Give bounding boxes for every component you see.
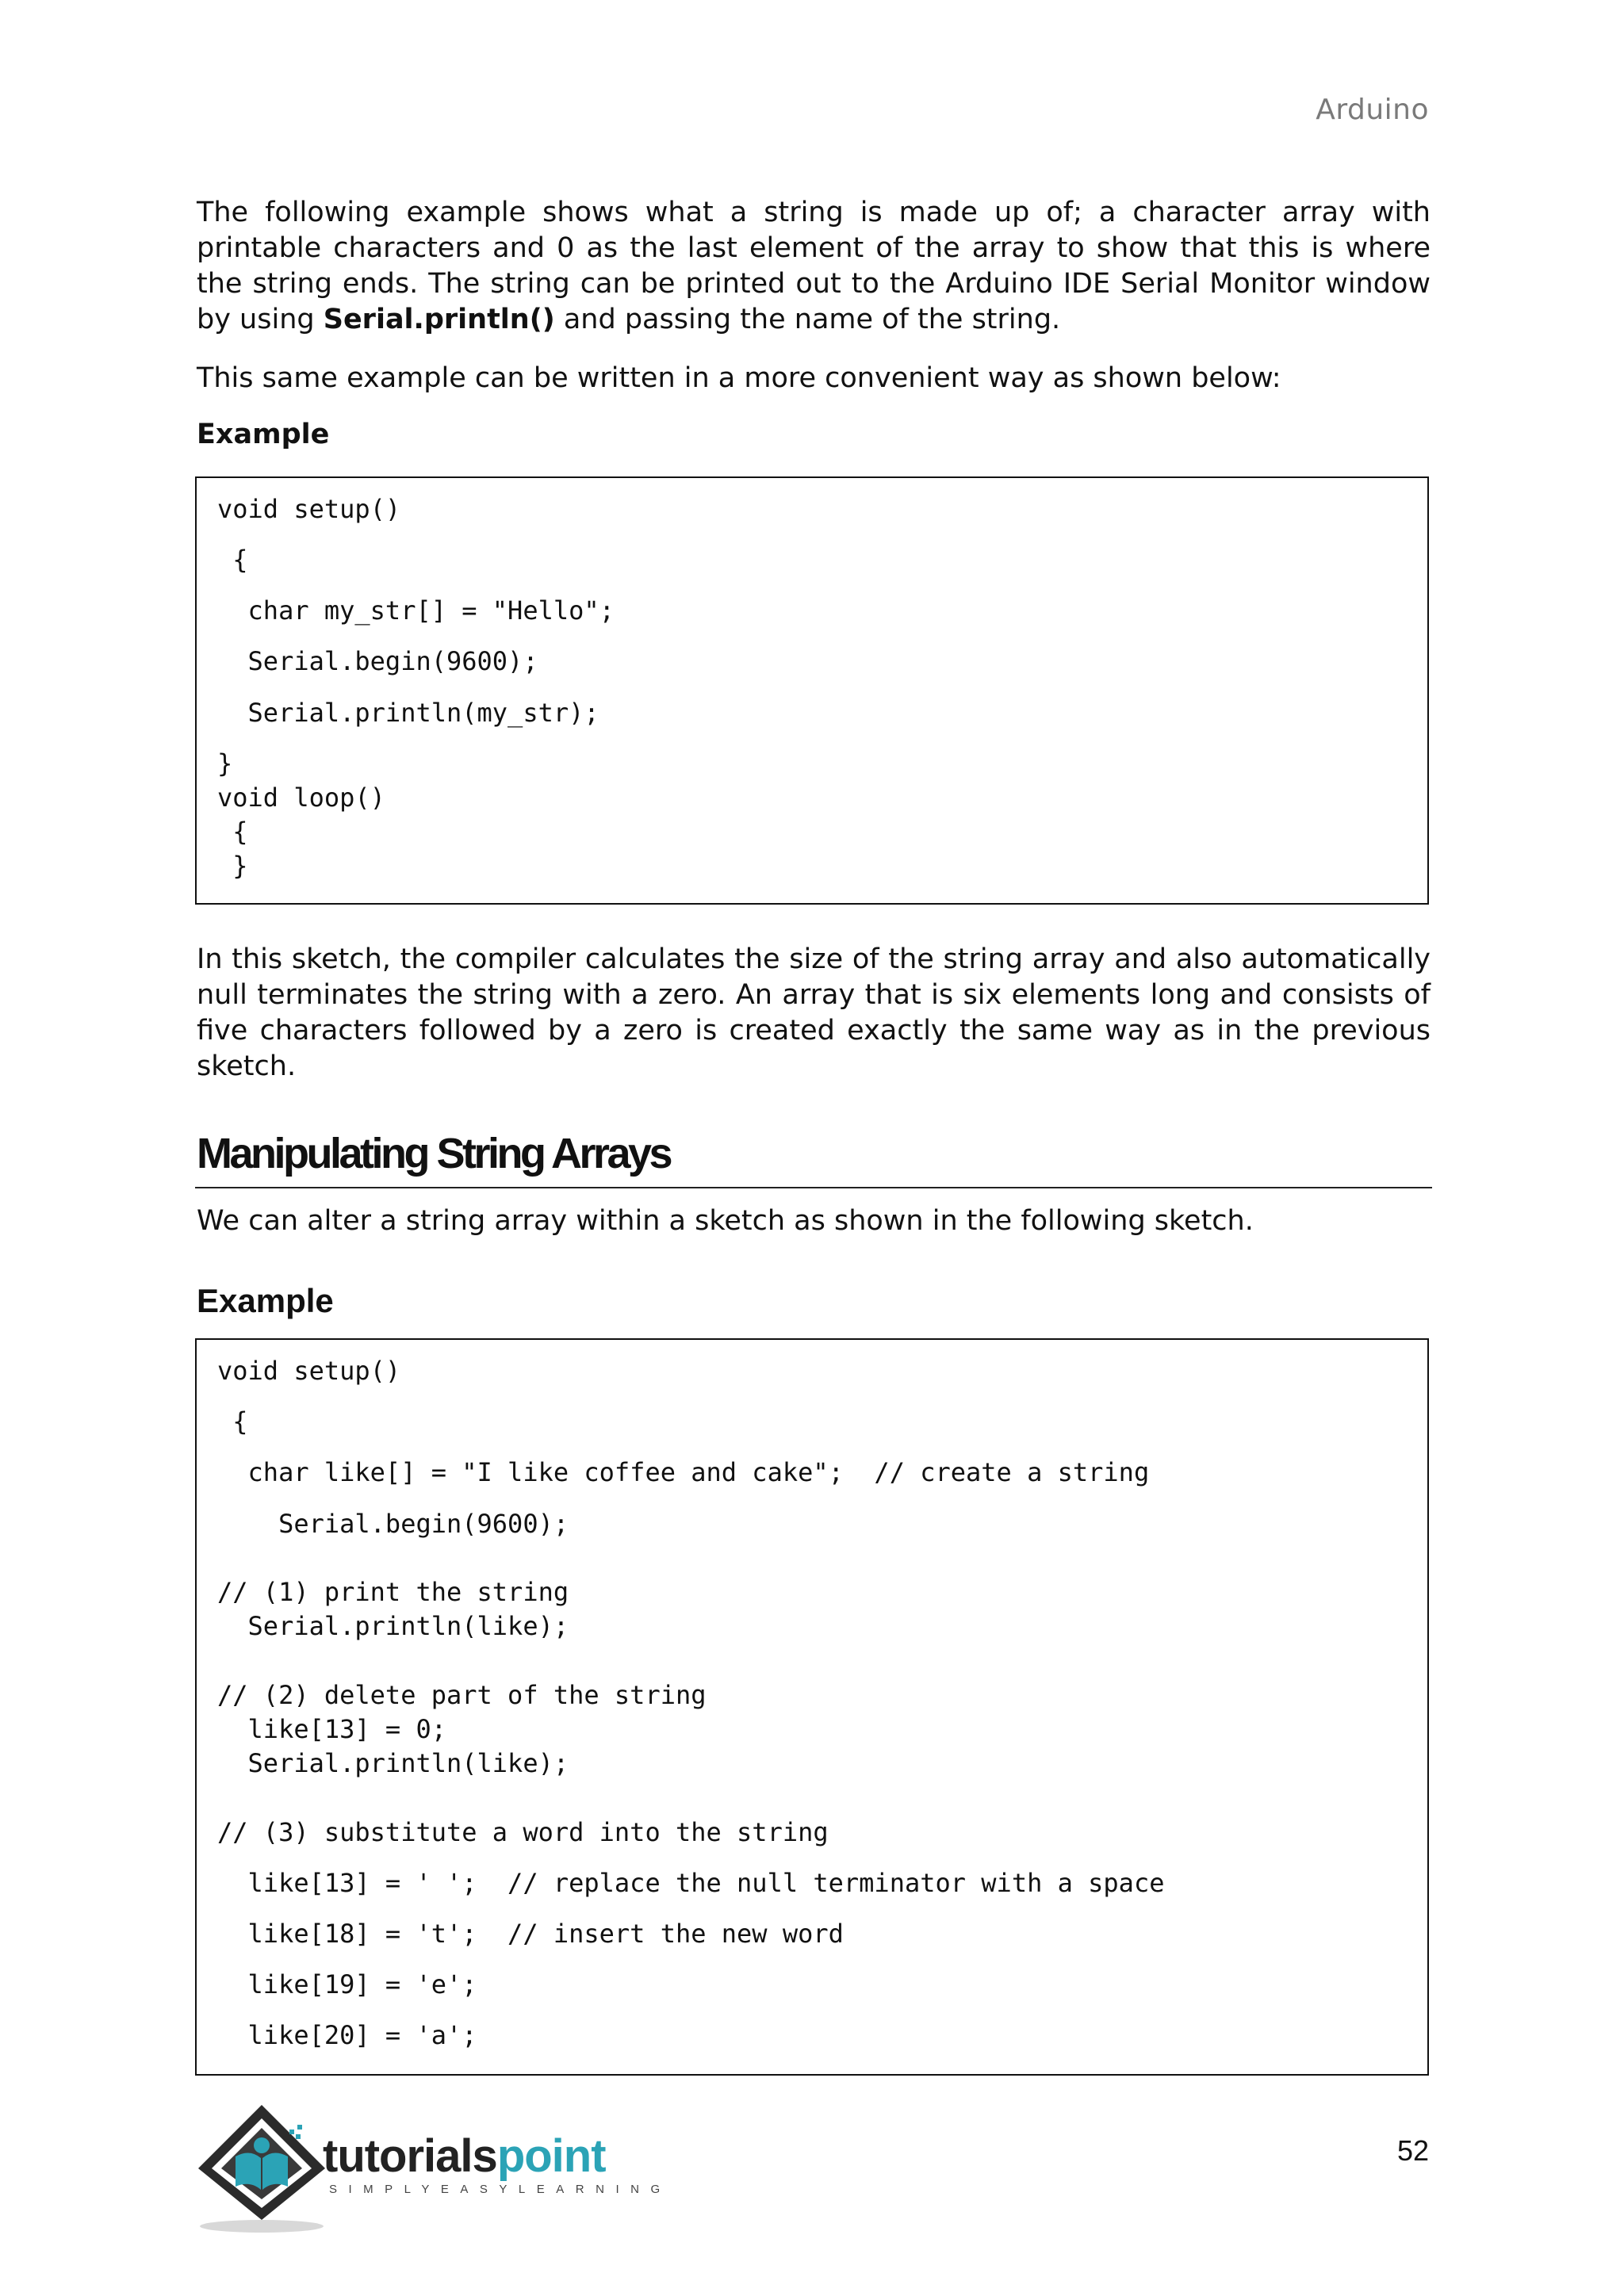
logo-word-point: point	[496, 2130, 606, 2182]
code-line: {	[217, 817, 248, 847]
code-line: Serial.begin(9600);	[217, 646, 538, 676]
code-line: void setup()	[217, 494, 401, 524]
code-line: void setup()	[217, 1356, 401, 1386]
code-line: // (1) print the string	[217, 1577, 569, 1607]
logo-wordmark	[323, 2130, 606, 2183]
example-label-1: Example	[197, 419, 330, 450]
code-line: like[13] = ' '; // replace the null terminator with a space	[217, 1868, 1165, 1898]
section-heading: Manipulating String Arrays	[197, 1130, 671, 1177]
running-header: Arduino	[1316, 94, 1429, 126]
code-line: // (2) delete part of the string	[217, 1680, 707, 1710]
code-line: }	[217, 851, 248, 881]
code-line: like[19] = 'e';	[217, 1969, 477, 1999]
code-block-1	[195, 476, 1429, 905]
inline-code-serial-println: Serial.println()	[323, 304, 555, 335]
intro-text-tail: and passing the name of the string.	[554, 304, 1061, 335]
code-line: Serial.begin(9600);	[217, 1509, 569, 1539]
heading-underline	[195, 1187, 1432, 1188]
code-line: // (3) substitute a word into the string	[217, 1817, 829, 1847]
code-line: Serial.println(like);	[217, 1748, 569, 1778]
code-line: Serial.println(like);	[217, 1611, 569, 1641]
code-line: like[20] = 'a';	[217, 2020, 477, 2050]
code-line: {	[217, 545, 248, 575]
intro-text: The following example shows what a string is made up of; a character array with printable characters and 0 as the last element of the array to show that this is where the string ends. The string can be printed out to the Arduino IDE Serial Monitor window by using	[197, 197, 1431, 335]
code-line: void loop()	[217, 783, 385, 813]
logo-diamond-icon	[194, 2101, 329, 2236]
intro-paragraph-2: This same example can be written in a more convenient way as shown below:	[197, 362, 1281, 394]
code-line: {	[217, 1406, 248, 1437]
section-intro: We can alter a string array within a sketch as shown in the following sketch.	[197, 1205, 1254, 1237]
code-line: like[13] = 0;	[217, 1714, 446, 1744]
page-number: 52	[1396, 2134, 1429, 2167]
code-line: char my_str[] = "Hello";	[217, 595, 615, 626]
intro-paragraph-1	[197, 195, 1431, 338]
logo-word-tutorials: tutorials	[323, 2130, 497, 2182]
example-label-2: Example	[197, 1282, 334, 1319]
code-line: }	[217, 748, 233, 779]
code-block-2	[195, 1338, 1429, 2076]
explanation-paragraph: In this sketch, the compiler calculates the size of the string array and also automatically null terminates the string with a zero. An array that is six elements long and consists of five characters followed by a zero is created exactly the same way as in the previous sketch.	[197, 943, 1431, 1082]
logo-tagline: SIMPLYEASYLEARNING	[329, 2183, 672, 2196]
code-line: like[18] = 't'; // insert the new word	[217, 1919, 844, 1949]
code-line: char like[] = "I like coffee and cake"; // create a string	[217, 1457, 1150, 1487]
tutorialspoint-logo	[194, 2101, 672, 2239]
code-line: Serial.println(my_str);	[217, 698, 599, 728]
